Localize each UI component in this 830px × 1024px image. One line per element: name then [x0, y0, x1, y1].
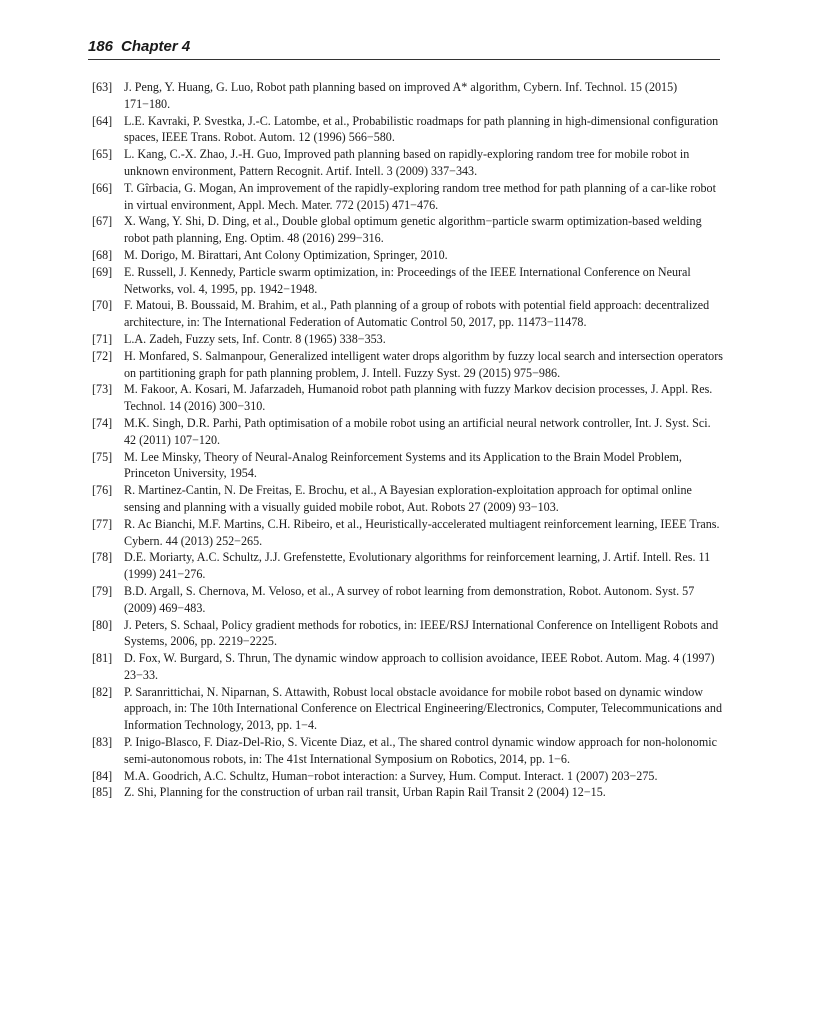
reference-item — [92, 264, 724, 298]
reference-number: [77] — [92, 516, 113, 531]
reference-number: [70] — [92, 298, 113, 313]
reference-item — [92, 381, 724, 415]
reference-text: J. Peters, S. Schaal, Policy gradient methods for robotics, in: IEEE/RSJ International Conference on Intelligent Robots and Systems, 2006, pp. 2219−2225. — [124, 617, 719, 649]
reference-number: [85] — [92, 785, 113, 800]
reference-number: [63] — [92, 80, 113, 94]
reference-item — [92, 617, 724, 651]
reference-text: D.E. Moriarty, A.C. Schultz, J.J. Grefenstette, Evolutionary algorithms for reinforcement learning, J. Artif. Intell. Res. 11 (1999) 241−276. — [124, 550, 711, 582]
reference-text: L.E. Kavraki, P. Svestka, J.-C. Latombe, et al., Probabilistic roadmaps for path planning in high-dimensional configuration spaces, IEEE Trans. Robot. Autom. 12 (1996) 566−580. — [124, 113, 719, 145]
reference-item — [92, 482, 724, 516]
reference-item — [92, 516, 724, 550]
reference-text: Z. Shi, Planning for the construction of urban rail transit, Urban Rapin Rail Transit 2 (2004) 12−15. — [124, 785, 606, 800]
reference-text: M. Fakoor, A. Kosari, M. Jafarzadeh, Humanoid robot path planning with fuzzy Markov decision processes, J. Appl. Res. Technol. 14 (2016) 300−310. — [124, 382, 713, 414]
reference-number: [84] — [92, 768, 113, 783]
reference-text: R. Martinez-Cantin, N. De Freitas, E. Brochu, et al., A Bayesian exploration-exploitation approach for optimal online sensing and planning with a visually guided mobile robot, Aut. Robots 27 (2009) 93−103. — [124, 483, 692, 514]
reference-text: D. Fox, W. Burgard, S. Thrun, The dynamic window approach to collision avoidance, IEEE Robot. Autom. Mag. 4 (1997) 23−33. — [124, 651, 715, 682]
reference-text: B.D. Argall, S. Chernova, M. Veloso, et al., A survey of robot learning from demonstration, Robot. Autonom. Syst. 57 (2009) 469−483. — [124, 583, 695, 615]
reference-item — [92, 650, 724, 684]
reference-text: X. Wang, Y. Shi, D. Ding, et al., Double global optimum genetic algorithm−particle swarm optimization-based welding robot path planning, Eng. Optim. 48 (2016) 299−316. — [124, 214, 702, 246]
reference-number: [66] — [92, 180, 113, 195]
reference-number: [80] — [92, 617, 113, 632]
reference-item — [92, 415, 724, 449]
reference-item — [92, 247, 724, 264]
reference-number: [83] — [92, 735, 113, 750]
reference-number: [68] — [92, 247, 113, 262]
reference-item — [92, 79, 724, 113]
reference-number: [74] — [92, 415, 113, 430]
reference-text: J. Peng, Y. Huang, G. Luo, Robot path planning based on improved A* algorithm, Cybern. Inf. Technol. 15 (2015) 171−180. — [124, 80, 678, 111]
reference-number: [65] — [92, 147, 113, 162]
reference-text: T. Gîrbacia, G. Mogan, An improvement of the rapidly-exploring random tree method for path planning of a car-like robot in virtual environment, Appl. Mech. Mater. 772 (2015) 471−476. — [124, 180, 716, 212]
reference-number: [67] — [92, 214, 113, 229]
reference-text: M.A. Goodrich, A.C. Schultz, Human−robot interaction: a Survey, Hum. Comput. Interact. 1 (2007) 203−275. — [124, 768, 658, 783]
reference-number: [78] — [92, 550, 113, 565]
reference-text: F. Matoui, B. Boussaid, M. Brahim, et al., Path planning of a group of robots with potential field approach: decentralized architecture, in: The International Federation of Automatic Control 50, 2017, pp. 11473−11478. — [124, 298, 710, 330]
reference-item — [92, 784, 724, 801]
reference-text: L.A. Zadeh, Fuzzy sets, Inf. Contr. 8 (1965) 338−353. — [124, 331, 386, 346]
reference-text: P. Inigo-Blasco, F. Diaz-Del-Rio, S. Vicente Diaz, et al., The shared control dynamic window approach for non-holonomic semi-autonomous robots, in: The 41st International Symposium on Robotics, 2014, pp. 1−6. — [124, 735, 717, 766]
page-number: 186 — [88, 38, 114, 55]
reference-text: M. Dorigo, M. Birattari, Ant Colony Optimization, Springer, 2010. — [124, 247, 448, 262]
reference-item — [92, 297, 724, 331]
reference-item — [92, 583, 724, 617]
reference-item — [92, 331, 724, 348]
reference-text: M.K. Singh, D.R. Parhi, Path optimisation of a mobile robot using an artificial neural network controller, Int. J. Syst. Sci. 42 (2011) 107−120. — [124, 415, 711, 447]
reference-number: [73] — [92, 382, 113, 397]
reference-list — [92, 79, 724, 801]
chapter-title: Chapter 4 — [121, 38, 191, 55]
reference-item — [92, 549, 724, 583]
reference-item — [92, 734, 724, 768]
reference-item — [92, 180, 724, 214]
reference-number: [75] — [92, 449, 113, 464]
reference-number: [69] — [92, 264, 113, 279]
reference-item — [92, 768, 724, 785]
reference-text: P. Saranrittichai, N. Niparnan, S. Attawith, Robust local obstacle avoidance for mobile robot based on dynamic window approach, in: The 10th International Conference on Electrical Engineering/Electronics, Computer, Telecommunications and Information Technology, 2013, pp. 1−4. — [124, 684, 723, 733]
reference-number: [76] — [92, 483, 113, 498]
reference-text: L. Kang, C.-X. Zhao, J.-H. Guo, Improved path planning based on rapidly-exploring random tree for mobile robot in unknown environment, Pattern Recognit. Artif. Intell. 3 (2009) 337−343. — [124, 147, 690, 178]
reference-item — [92, 146, 724, 180]
reference-item — [92, 449, 724, 483]
reference-number: [71] — [92, 331, 113, 346]
reference-item — [92, 213, 724, 247]
reference-number: [81] — [92, 651, 113, 666]
reference-text: M. Lee Minsky, Theory of Neural-Analog Reinforcement Systems and its Application to the Brain Model Problem, Princeton University, 1954. — [124, 449, 682, 481]
reference-text: E. Russell, J. Kennedy, Particle swarm optimization, in: Proceedings of the IEEE International Conference on Neural Networks, vol. 4, 1995, pp. 1942−1948. — [124, 264, 691, 296]
reference-number: [82] — [92, 684, 113, 699]
reference-number: [64] — [92, 113, 113, 128]
reference-text: H. Monfared, S. Salmanpour, Generalized intelligent water drops algorithm by fuzzy local search and intersection operators on partitioning graph for path planning problem, J. Intell. Fuzzy Syst. 29 (2015) 975−986. — [124, 348, 723, 380]
running-head — [88, 38, 720, 60]
reference-number: [79] — [92, 583, 113, 598]
reference-item — [92, 684, 724, 734]
reference-item — [92, 113, 724, 147]
reference-text: R. Ac Bianchi, M.F. Martins, C.H. Ribeiro, et al., Heuristically-accelerated multiagent reinforcement learning, IEEE Trans. Cybern. 44 (2013) 252−265. — [124, 516, 720, 548]
reference-number: [72] — [92, 348, 113, 363]
reference-item — [92, 348, 724, 382]
